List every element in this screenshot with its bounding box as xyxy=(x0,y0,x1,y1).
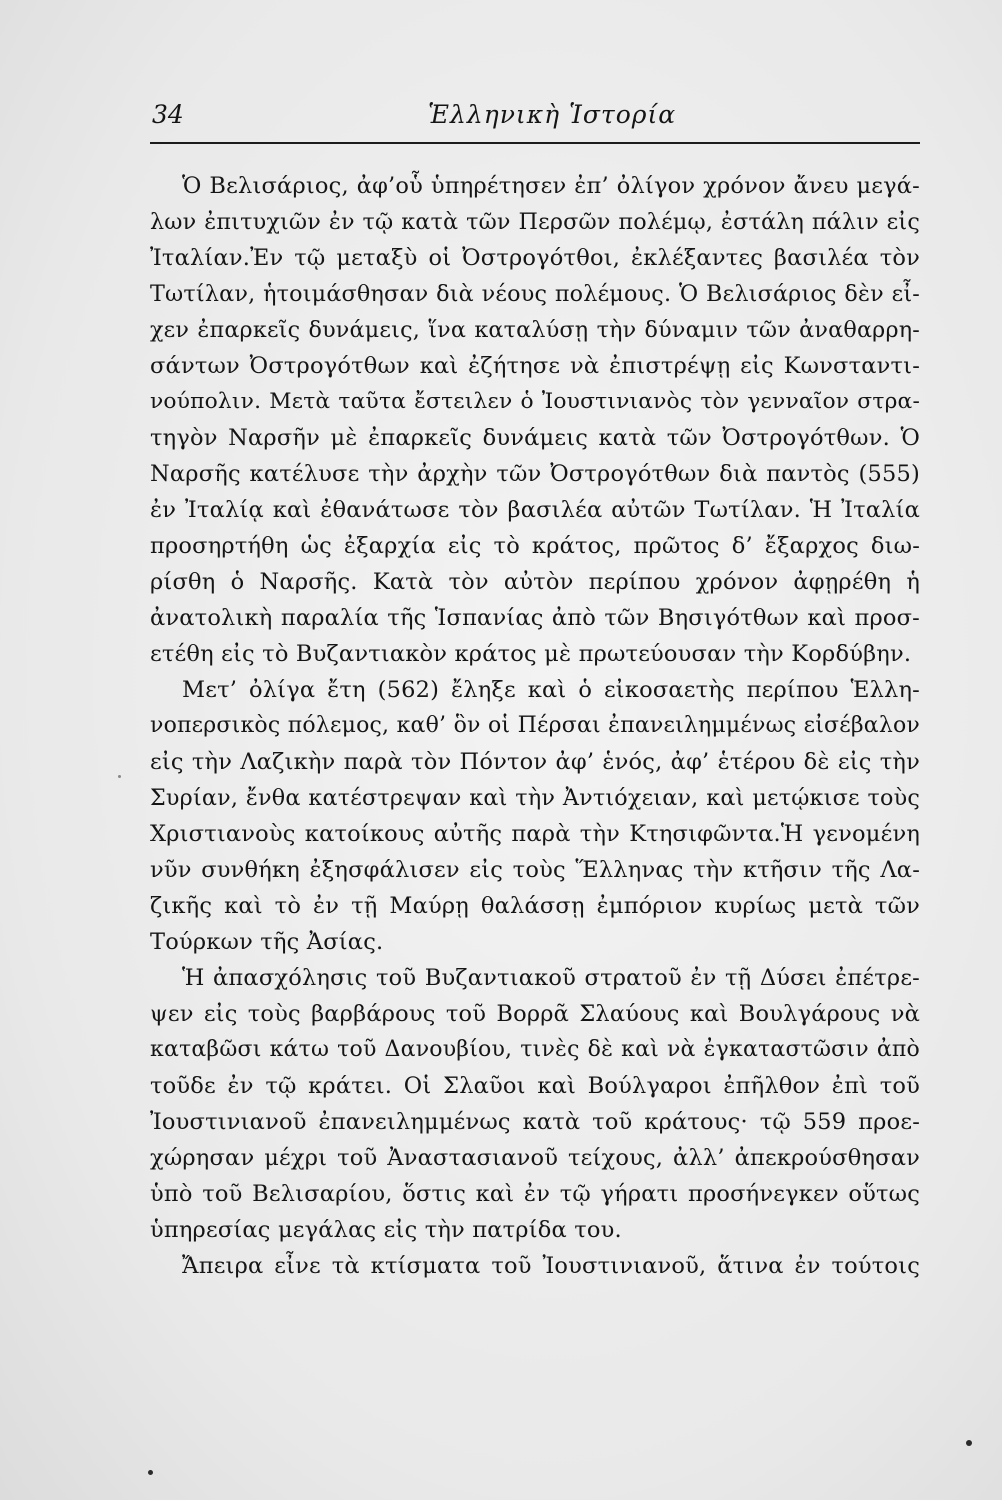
text-line: Ἰουστινιανοῦ ἐπανειλημμένως κατὰ τοῦ κράτους· τῷ 559 προε- xyxy=(150,1109,920,1135)
text-line: Ὁ Βελισάριος, ἀφ’οὗ ὑπηρέτησεν ἐπ’ ὀλίγον χρόνον ἄνευ μεγά- xyxy=(182,173,920,199)
text-line: Ἄπειρα εἶνε τὰ κτίσματα τοῦ Ἰουστινιανοῦ, ἅτινα ἐν τούτοις xyxy=(182,1253,920,1279)
print-speck xyxy=(966,1440,972,1446)
text-line: προσηρτήθη ὡς ἐξαρχία εἰς τὸ κράτος, πρῶτος δ’ ἔξαρχος διω- xyxy=(150,533,920,559)
text-line: ετέθη εἰς τὸ Βυζαντιακὸν κράτος μὲ πρωτεύουσαν τὴν Κορδύβην. xyxy=(150,641,912,667)
text-line: Τούρκων τῆς Ἀσίας. xyxy=(150,929,384,955)
text-line: σάντων Ὀστρογότθων καὶ ἐζήτησε νὰ ἐπιστρέψῃ εἰς Κωνσταντι- xyxy=(150,353,920,379)
text-line: ρίσθη ὁ Ναρσῆς. Κατὰ τὸν αὐτὸν περίπου χρόνον ἀφῃρέθη ἡ xyxy=(150,569,920,595)
text-line: νούπολιν. Μετὰ ταῦτα ἔστειλεν ὁ Ἰουστινιανὸς τὸν γενναῖον στρα- xyxy=(150,389,920,414)
text-line: καταβῶσι κάτω τοῦ Δανουβίου, τινὲς δὲ καὶ νὰ ἐγκαταστῶσιν ἀπὸ xyxy=(150,1037,920,1062)
text-line: ὑπὸ τοῦ Βελισαρίου, ὅστις καὶ ἐν τῷ γήρατι προσήνεγκεν οὕτως xyxy=(150,1181,920,1207)
text-line: χώρησαν μέχρι τοῦ Ἀναστασιανοῦ τείχους, ἀλλ’ ἀπεκρούσθησαν xyxy=(150,1145,920,1171)
text-line: νοπερσικὸς πόλεμος, καθ’ ὃν οἱ Πέρσαι ἐπανειλημμένως εἰσέβαλον xyxy=(150,713,920,738)
text-line: Ἰταλίαν.Ἐν τῷ μεταξὺ οἱ Ὀστρογότθοι, ἐκλέξαντες βασιλέα τὸν xyxy=(150,245,920,271)
header-rule xyxy=(150,142,920,144)
text-line: τοῦδε ἐν τῷ κράτει. Οἱ Σλαῦοι καὶ Βούλγαροι ἐπῆλθον ἐπὶ τοῦ xyxy=(150,1073,920,1099)
print-speck xyxy=(118,775,121,778)
body-text xyxy=(150,168,920,1284)
text-line: Χριστιανοὺς κατοίκους αὐτῆς παρὰ τὴν Κτησιφῶντα.Ἡ γενομένη xyxy=(150,821,920,847)
text-line: ψεν εἰς τοὺς βαρβάρους τοῦ Βορρᾶ Σλαύους καὶ Βουλγάρους νὰ xyxy=(150,1001,920,1027)
page-header xyxy=(150,100,920,140)
text-line: τηγὸν Ναρσῆν μὲ ἐπαρκεῖς δυνάμεις κατὰ τῶν Ὀστρογότθων. Ὁ xyxy=(150,425,920,451)
text-line: Μετ’ ὀλίγα ἔτη (562) ἔληξε καὶ ὁ εἰκοσαετὴς περίπου Ἑλλη- xyxy=(182,677,920,703)
text-line: Συρίαν, ἔνθα κατέστρεψαν καὶ τὴν Ἀντιόχειαν, καὶ μετῴκισε τοὺς xyxy=(150,785,920,811)
text-line: νῦν συνθήκη ἐξησφάλισεν εἰς τοὺς Ἕλληνας τὴν κτῆσιν τῆς Λα- xyxy=(150,857,920,883)
page-number: 34 xyxy=(152,100,184,129)
text-line: ζικῆς καὶ τὸ ἐν τῇ Μαύρῃ θαλάσσῃ ἐμπόριον κυρίως μετὰ τῶν xyxy=(150,893,920,919)
print-speck xyxy=(148,1470,153,1475)
text-line: χεν ἐπαρκεῖς δυνάμεις, ἵνα καταλύσῃ τὴν δύναμιν τῶν ἀναθαρρη- xyxy=(150,317,920,343)
text-line: ἐν Ἰταλίᾳ καὶ ἐθανάτωσε τὸν βασιλέα αὐτῶν Τωτίλαν. Ἡ Ἰταλία xyxy=(150,497,920,523)
text-line: ὑπηρεσίας μεγάλας εἰς τὴν πατρίδα του. xyxy=(150,1217,622,1243)
text-line: εἰς τὴν Λαζικὴν παρὰ τὸν Πόντον ἀφ’ ἑνός, ἀφ’ ἑτέρου δὲ εἰς τὴν xyxy=(150,749,920,775)
text-line: Ἡ ἀπασχόλησις τοῦ Βυζαντιακοῦ στρατοῦ ἐν τῇ Δύσει ἐπέτρε- xyxy=(182,965,920,991)
text-line: Τωτίλαν, ἡτοιμάσθησαν διὰ νέους πολέμους. Ὁ Βελισάριος δὲν εἶ- xyxy=(150,281,920,307)
text-line: ἀνατολικὴ παραλία τῆς Ἱσπανίας ἀπὸ τῶν Βησιγότθων καὶ προσ- xyxy=(150,605,920,631)
text-line: Ναρσῆς κατέλυσε τὴν ἀρχὴν τῶν Ὀστρογότθων διὰ παντὸς (555) xyxy=(150,461,920,487)
text-line: λων ἐπιτυχιῶν ἐν τῷ κατὰ τῶν Περσῶν πολέμῳ, ἐστάλη πάλιν εἰς xyxy=(150,209,920,235)
running-title: Ἑλληνικὴ Ἱστορία xyxy=(428,100,677,129)
